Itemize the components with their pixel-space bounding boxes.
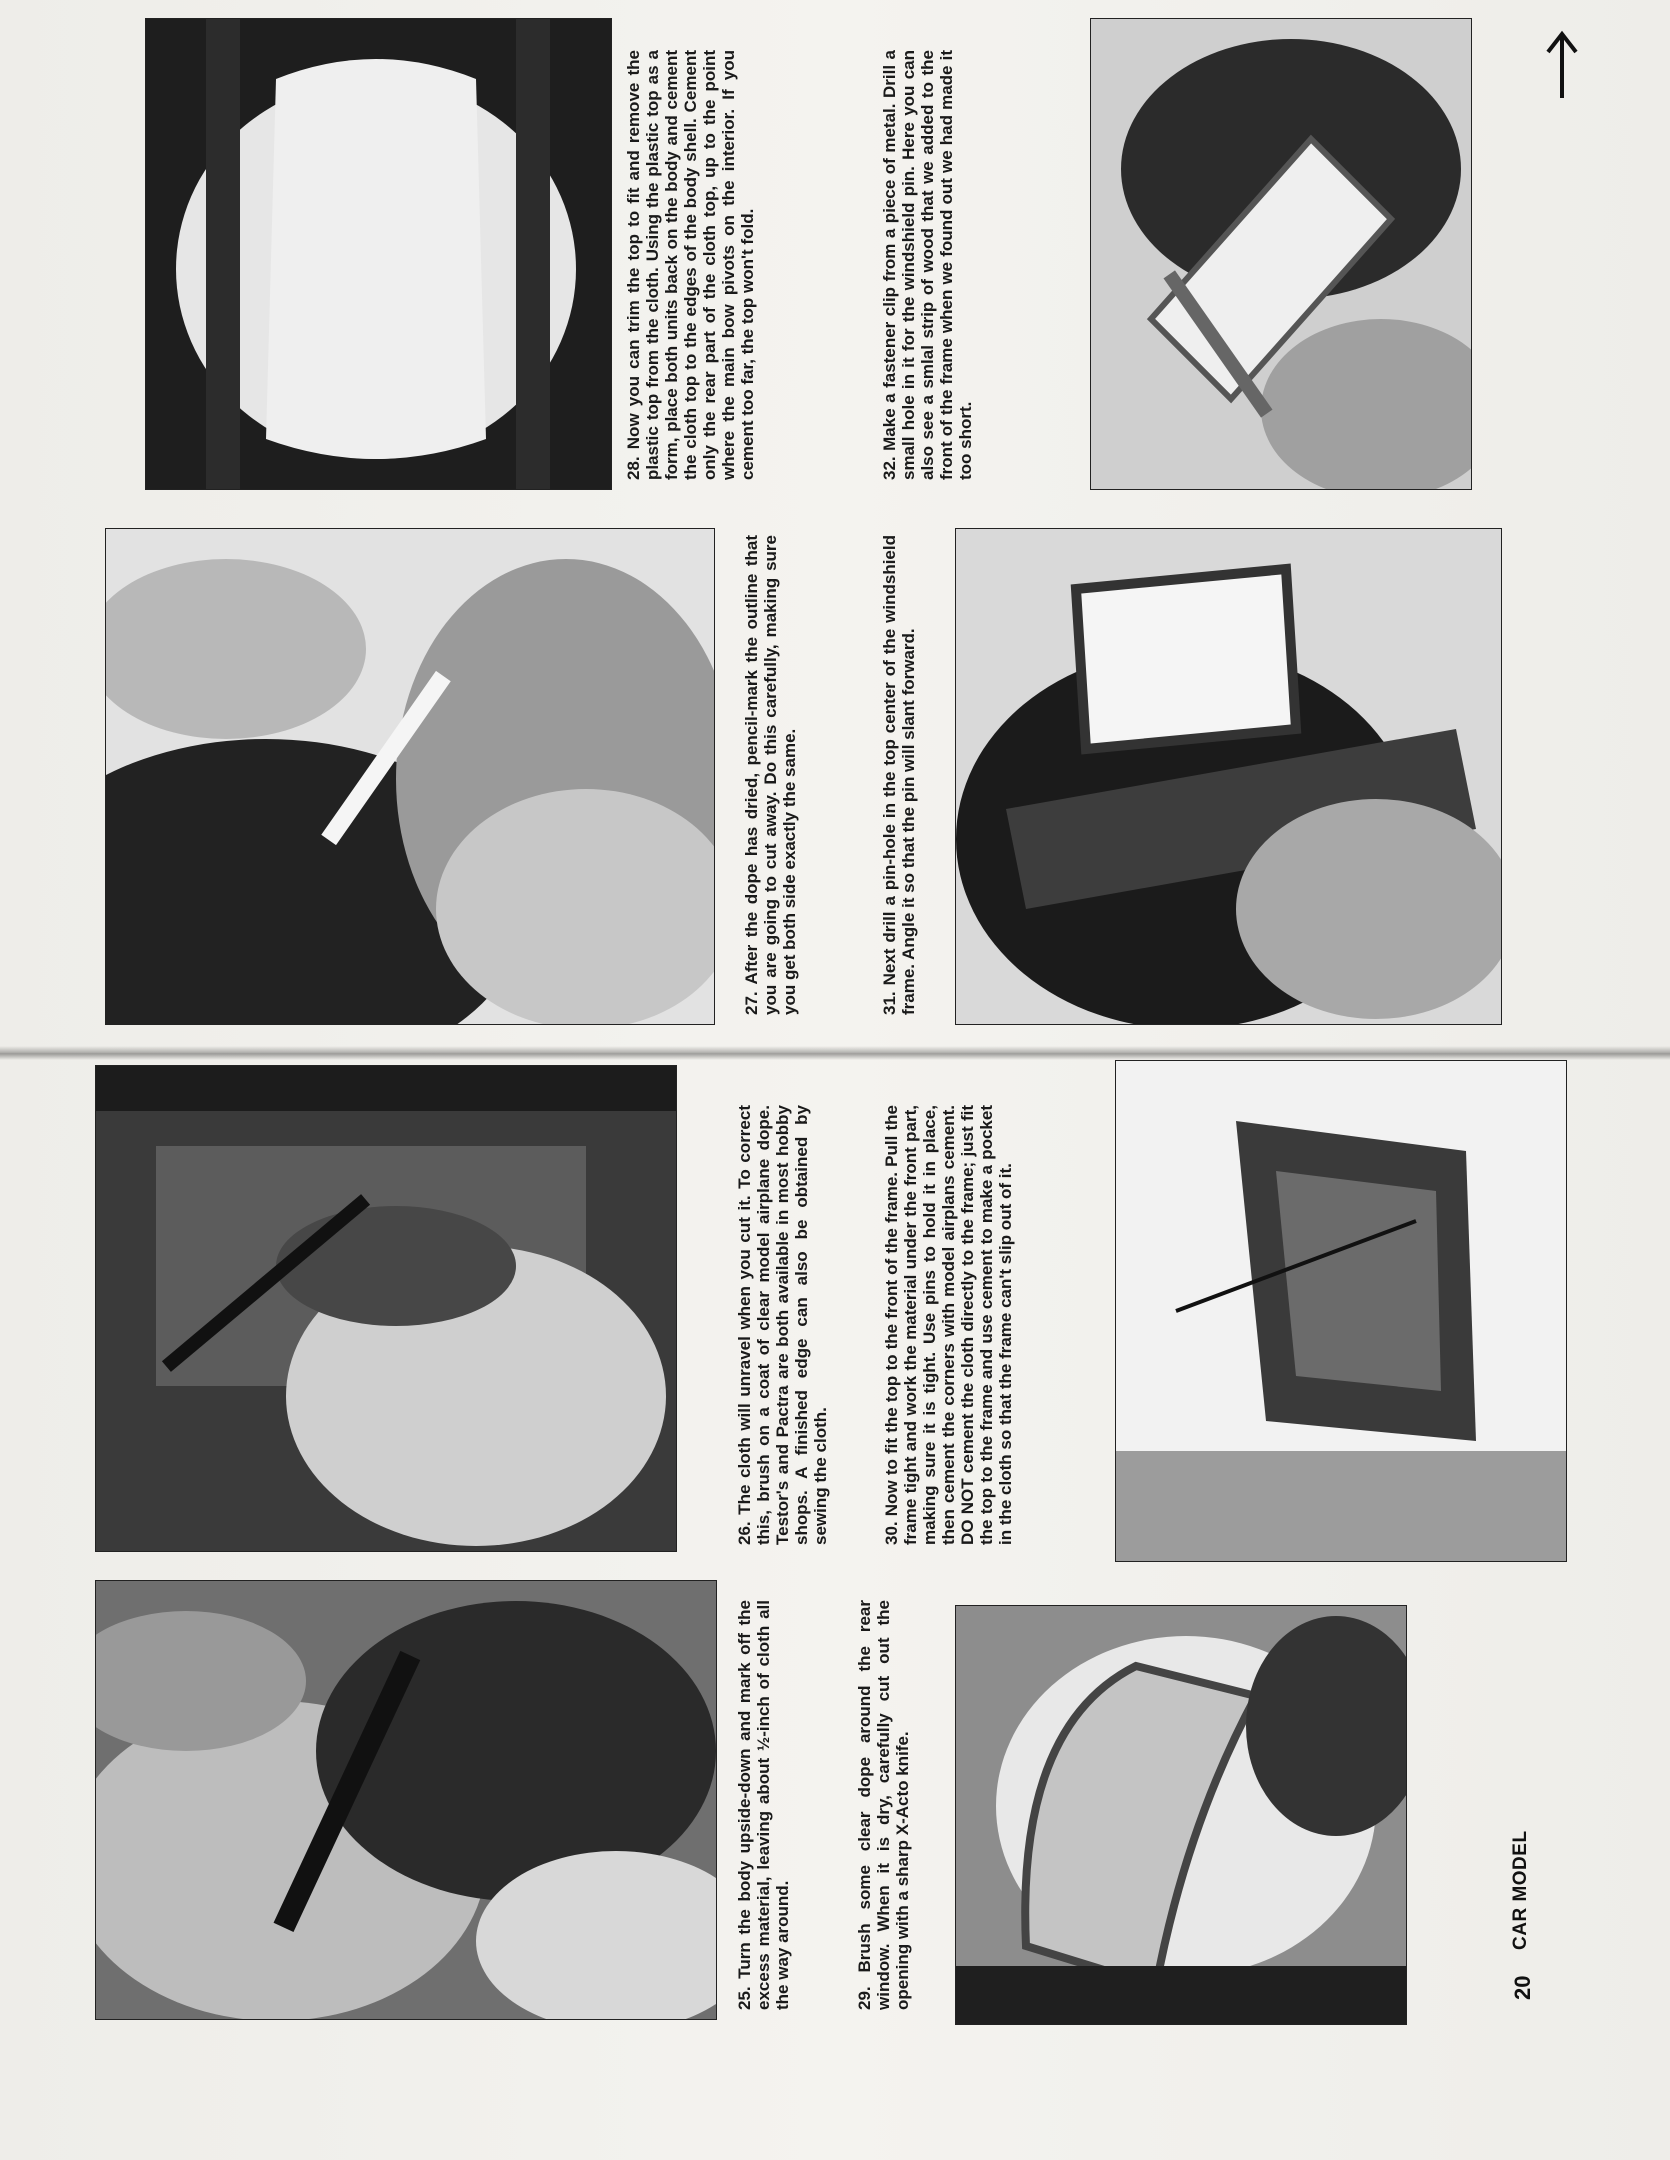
arrow-up-icon: [1545, 30, 1579, 100]
photo-25: [95, 1580, 717, 2020]
caption-26: [735, 1105, 830, 1545]
caption-31: [880, 535, 918, 1015]
caption-28-text: 28. Now you can trim the top to fit and remove the plastic top from the cloth. Using the plastic top as a form, place both units back on the body and cement the cloth top to the edges of the body shell. Cement only the rear part of the cloth top, up to the point where the main bow pivots on the interior. If you cement too far, the top won't fold.: [624, 50, 757, 480]
photo-29: [955, 1605, 1407, 2025]
photo-28: [145, 18, 612, 490]
magazine-title: CAR MODEL: [1510, 1830, 1531, 1950]
caption-25: [735, 1600, 792, 2010]
page-number: 20: [1510, 1975, 1535, 2000]
caption-27: [742, 535, 799, 1015]
caption-32-text: 32. Make a fastener clip from a piece of metal. Drill a small hole in it for the windshield pin. Here you can also see a smlal strip of wood that we added to the front of the frame when we found out we had made it too short.: [880, 50, 975, 480]
photo-27: [105, 528, 715, 1025]
caption-30: [882, 1105, 1015, 1545]
caption-26-text: 26. The cloth will unravel when you cut it. To correct this, brush on a coat of clear model airplane dope. Testor's and Pactra are both available in most hobby shops. A finished edge can also be obtained by sewing the cloth.: [735, 1105, 830, 1545]
caption-31-text: 31. Next drill a pin-hole in the top center of the windshield frame. Angle it so that the pin will slant forward.: [880, 535, 918, 1015]
caption-27-text: 27. After the dope has dried, pencil-mark the outline that you are going to cut away. Do this carefully, making sure you get both side exactly the same.: [742, 535, 799, 1015]
caption-28: [624, 50, 757, 480]
caption-29-text: 29. Brush some clear dope around the rear window. When it is dry, carefully cut out the opening with a sharp X-Acto knife.: [855, 1600, 912, 2010]
caption-30-text: 30. Now to fit the top to the front of the frame. Pull the frame tight and work the material under the front part, making sure it is tight. Use pins to hold it in place, then cement the corners with model airplans cement. DO NOT cement the cloth directly to the frame; just fit the top to the frame and use cement to make a pocket in the cloth so that the frame can't slip out of it.: [882, 1105, 1015, 1545]
center-fold: [0, 1046, 1670, 1060]
photo-30: [1115, 1060, 1567, 1562]
caption-32: [880, 50, 975, 480]
photo-32: [1090, 18, 1472, 490]
caption-25-text: 25. Turn the body upside-down and mark off the excess material, leaving about ½-inch of cloth all the way around.: [735, 1600, 792, 2010]
caption-29: [855, 1600, 912, 2010]
photo-26: [95, 1065, 677, 1552]
photo-31: [955, 528, 1502, 1025]
